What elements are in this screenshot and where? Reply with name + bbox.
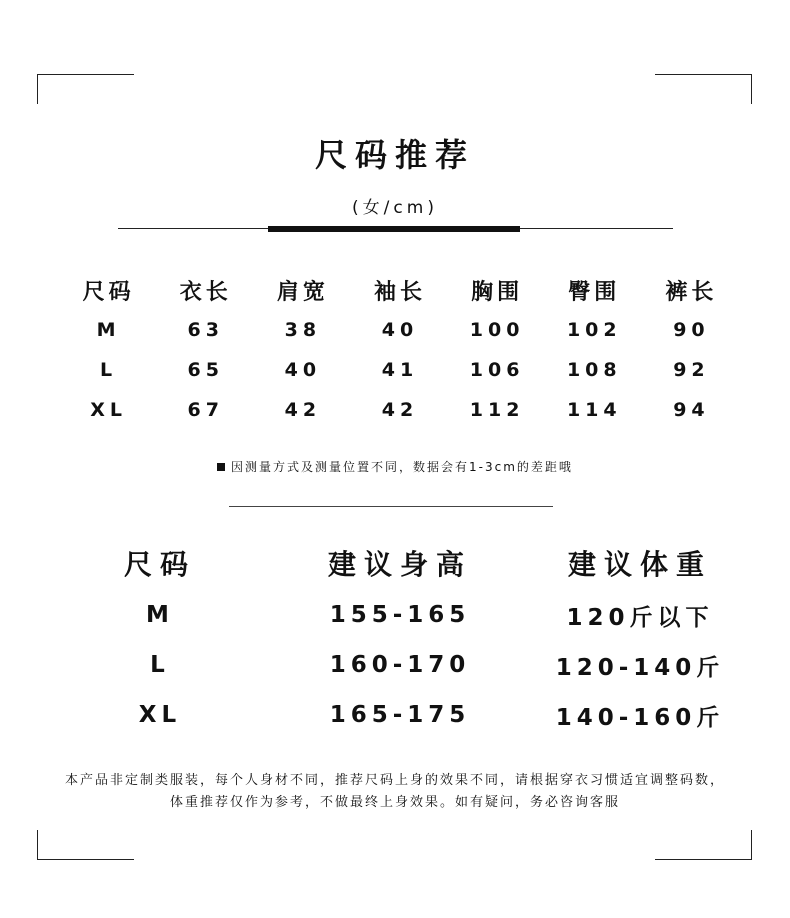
recommendation-header-row	[40, 536, 760, 590]
table-cell: 108	[566, 359, 622, 381]
table-cell: 90	[673, 319, 710, 341]
table-cell: XL	[90, 399, 127, 421]
table-cell: 42	[284, 399, 322, 421]
corner-frame-bottom-right	[655, 830, 752, 860]
header-size: 尺码	[123, 548, 196, 581]
table-row	[40, 690, 760, 740]
disclaimer-line-2: 体重推荐仅作为参考，不做最终上身效果。如有疑问，务必咨询客服	[169, 795, 620, 810]
table-cell: 114	[566, 399, 622, 421]
table-cell: 40	[284, 359, 322, 381]
header-size: 尺码	[82, 279, 135, 305]
measurement-table	[60, 270, 740, 430]
table-cell: M	[146, 602, 174, 628]
recommendation-table	[40, 536, 760, 740]
table-cell: 165-175	[329, 702, 471, 728]
table-cell: 38	[284, 319, 322, 341]
table-cell: 67	[187, 399, 224, 421]
table-cell: 94	[673, 399, 710, 421]
page-title: 尺码推荐	[314, 136, 475, 174]
table-row	[40, 590, 760, 640]
disclaimer-line-1: 本产品非定制类服装，每个人身材不同，推荐尺码上身的效果不同，请根据穿衣习惯适宜调整码数，	[64, 773, 725, 788]
table-cell: 92	[673, 359, 710, 381]
table-cell: L	[150, 652, 170, 678]
corner-frame-bottom-left	[37, 830, 134, 860]
header-shoulder: 肩宽	[276, 279, 329, 305]
table-row	[60, 310, 740, 350]
table-cell: 63	[187, 319, 224, 341]
header-pants-length: 裤长	[665, 279, 718, 305]
measurement-header-row	[60, 270, 740, 310]
table-row	[60, 350, 740, 390]
table-cell: 160-170	[329, 652, 471, 678]
table-cell: 120-140斤	[555, 654, 725, 681]
section-divider	[229, 506, 553, 507]
table-cell: 42	[381, 399, 419, 421]
table-row	[40, 640, 760, 690]
header-hip: 臀围	[568, 279, 621, 305]
corner-frame-top-left	[37, 74, 134, 104]
header-weight: 建议体重	[567, 548, 712, 581]
measurement-note-text: 因测量方式及测量位置不同，数据会有1-3cm的差距哦	[231, 460, 573, 474]
table-cell: 106	[469, 359, 525, 381]
table-cell: 140-160斤	[555, 704, 725, 731]
table-cell: 41	[381, 359, 419, 381]
header-length: 衣长	[179, 279, 232, 305]
table-cell: 65	[187, 359, 224, 381]
table-cell: 155-165	[329, 602, 471, 628]
table-cell: 100	[469, 319, 525, 341]
table-cell: 40	[381, 319, 419, 341]
header-height: 建议身高	[327, 548, 472, 581]
table-cell: M	[96, 319, 121, 341]
table-row	[60, 390, 740, 430]
table-cell: 112	[469, 399, 525, 421]
measurement-note	[0, 458, 790, 475]
square-bullet-icon	[217, 463, 225, 471]
page-subtitle: (女/cm)	[352, 198, 438, 218]
corner-frame-top-right	[655, 74, 752, 104]
table-cell: 120斤以下	[566, 604, 714, 631]
table-cell: XL	[138, 702, 182, 728]
header-bust: 胸围	[471, 279, 524, 305]
header-sleeve: 袖长	[373, 279, 426, 305]
disclaimer	[0, 770, 790, 814]
table-cell: L	[100, 359, 118, 381]
title-divider-thick	[268, 226, 520, 232]
table-cell: 102	[566, 319, 622, 341]
